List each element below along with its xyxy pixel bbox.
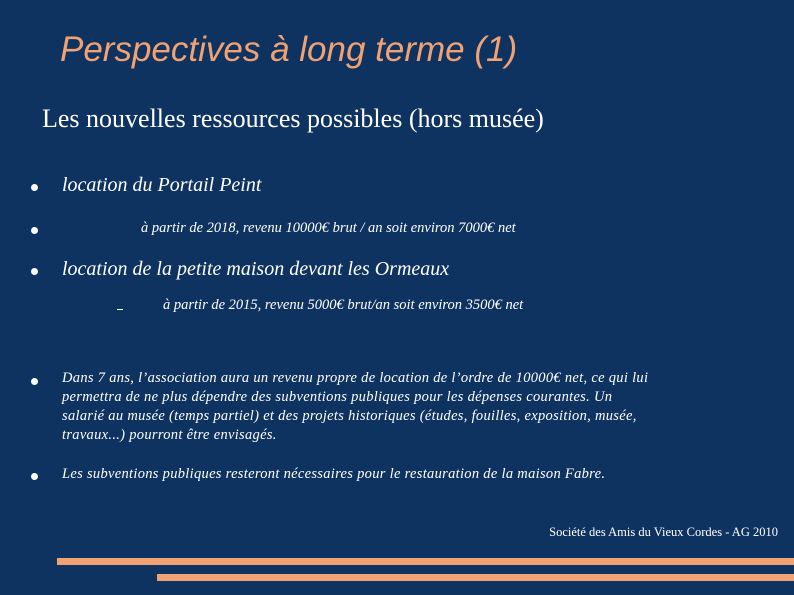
bullet-icon [31,473,38,480]
item-portail-peint: location du Portail Peint [62,174,262,196]
decorative-bar [157,574,794,581]
footer-text: Société des Amis du Vieux Cordes - AG 2010 [549,525,778,539]
paragraph-line: travaux...) pourront être envisagés. [62,427,277,443]
item-portail-revenue: à partir de 2018, revenu 10000€ brut / an soit environ 7000€ net [141,220,516,236]
item-maison-revenue: à partir de 2015, revenu 5000€ brut/an soit environ 3500€ net [163,297,524,313]
paragraph-line: permettra de ne plus dépendre des subventions publiques pour les dépenses courantes. Un [62,389,613,405]
slide-title: Perspectives à long terme (1) [60,30,518,69]
bullet-icon [31,268,38,275]
paragraph-line: salarié au musée (temps partiel) et des projets historiques (études, fouilles, exposition, musée, [62,408,637,424]
paragraph-association [62,369,648,445]
paragraph-subventions: Les subventions publiques resteront nécessaires pour le restauration de la maison Fabre. [62,466,606,482]
bullet-icon [31,227,38,234]
slide-subtitle: Les nouvelles ressources possibles (hors musée) [42,104,544,133]
bullet-icon [31,184,38,191]
bullet-icon [31,378,38,385]
decorative-bar [57,558,794,565]
dash-icon [117,309,123,310]
paragraph-line: Dans 7 ans, l’association aura un revenu propre de location de l’ordre de 10000€ net, ce qui lui [62,370,649,386]
item-petite-maison: location de la petite maison devant les Ormeaux [62,258,450,280]
